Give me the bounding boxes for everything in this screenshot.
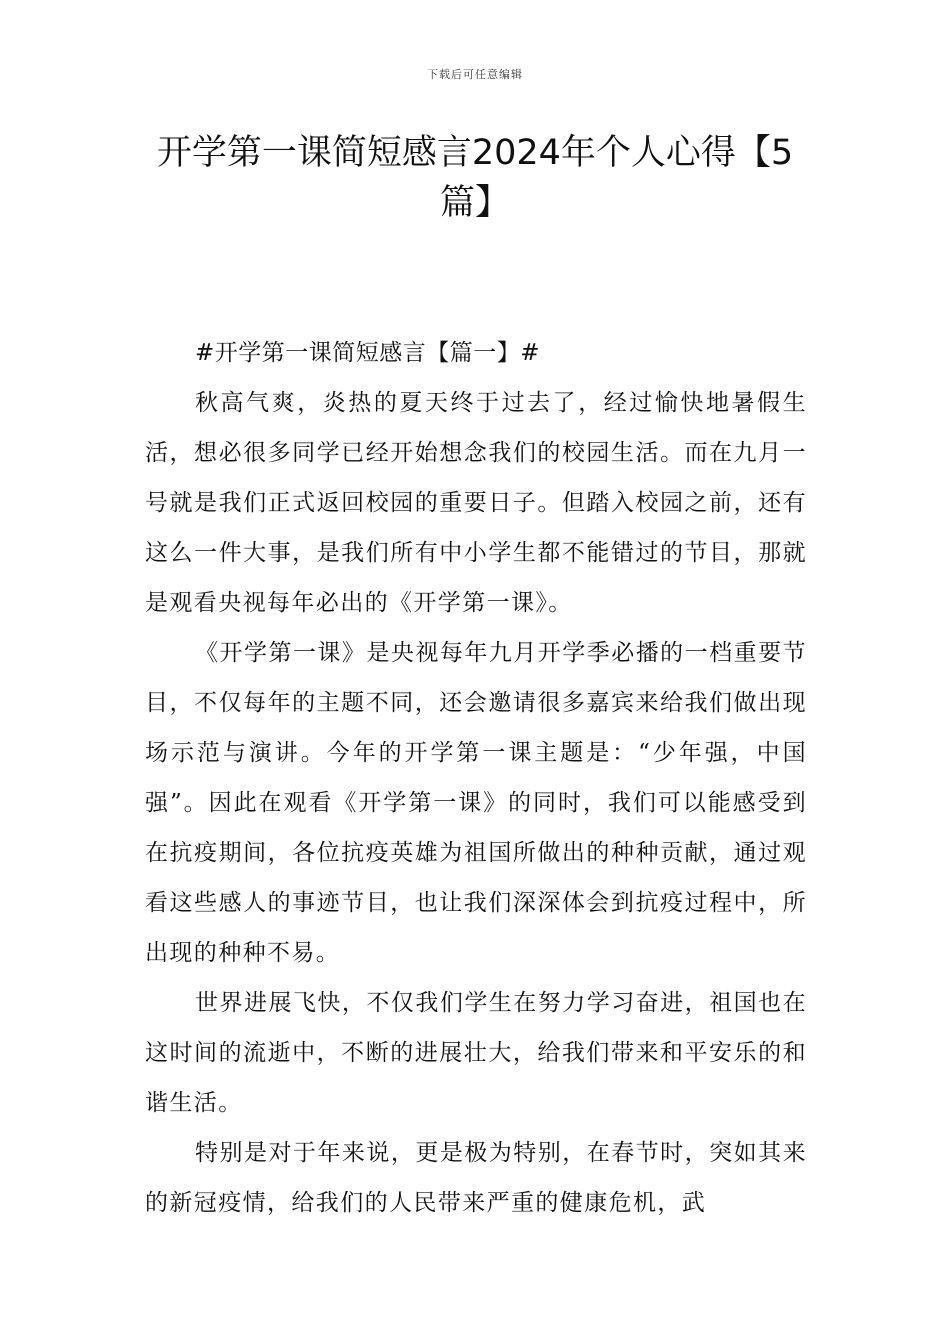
- document-title: 开学第一课简短感言2024年个人心得【5篇】: [156, 133, 794, 223]
- paragraph-4: 特别是对于年来说，更是极为特别，在春节时，突如其来的新冠疫情，给我们的人民带来严重的健康危机，武: [145, 1140, 807, 1216]
- document-body: [145, 328, 807, 1228]
- paragraph-1: 秋高气爽，炎热的夏天终于过去了，经过愉快地暑假生活，想必很多同学已经开始想念我们的校园生活。而在九月一号就是我们正式返回校园的重要日子。但踏入校园之前，还有这么一件大事，是我们所有中小学生都不能错过的节目，那就是观看央视每年必出的《开学第一课》。: [145, 390, 807, 616]
- section-heading: #开学第一课简短感言【篇一】#: [195, 340, 541, 366]
- paragraph-2: 《开学第一课》是央视每年九月开学季必播的一档重要节目，不仅每年的主题不同，还会邀请很多嘉宾来给我们做出现场示范与演讲。今年的开学第一课主题是：“少年强，中国强”。因此在观看《开学第一课》的同时，我们可以能感受到在抗疫期间，各位抗疫英雄为祖国所做出的种种贡献，通过观看这些感人的事迹节目，也让我们深深体会到抗疫过程中，所出现的种种不易。: [145, 640, 807, 966]
- header-note: 下载后可任意编辑: [427, 68, 523, 81]
- paragraph-3: 世界进展飞快，不仅我们学生在努力学习奋进，祖国也在这时间的流逝中，不断的进展壮大，给我们带来和平安乐的和谐生活。: [145, 990, 807, 1116]
